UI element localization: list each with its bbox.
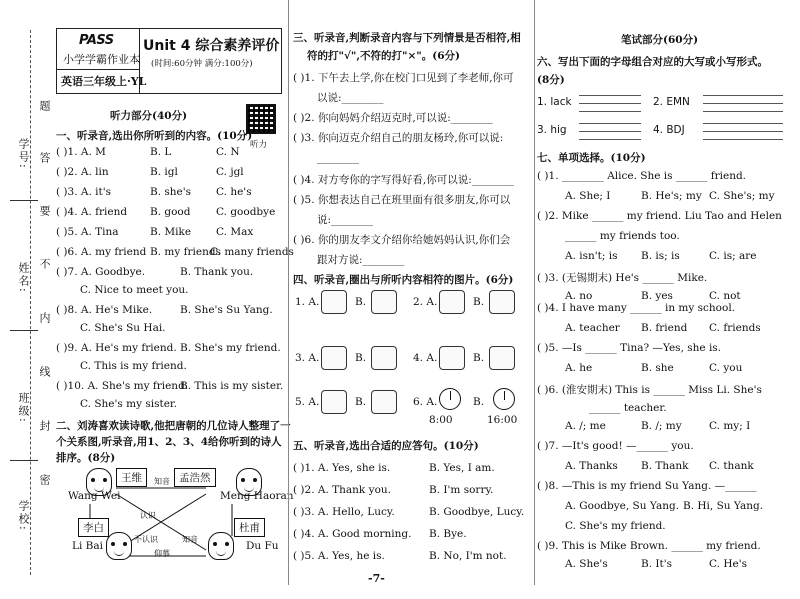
pic-label: B.	[355, 396, 367, 408]
option-c[interactable]: C. She's Su Hai.	[80, 322, 166, 334]
fold-char: 线	[38, 366, 51, 379]
option-c[interactable]: C. not	[709, 290, 741, 302]
option-c[interactable]: C. many friends	[210, 246, 294, 258]
option-b[interactable]: B. good	[150, 206, 191, 218]
question-cont[interactable]: 以说:________	[317, 92, 384, 104]
option-b[interactable]: B. /; my	[641, 420, 682, 432]
option-c[interactable]: C. thank	[709, 460, 754, 472]
fold-char: 要	[38, 205, 51, 218]
option-c[interactable]: C. he's	[216, 186, 252, 198]
option-c[interactable]: C. Max	[216, 226, 254, 238]
option-b[interactable]: B. This is my sister.	[180, 380, 284, 392]
pic-label: 5. A.	[295, 396, 320, 408]
section-2-title: 个关系图,听录音,用1、2、3、4给你听到的诗人	[56, 436, 282, 448]
option-c[interactable]: C. He's	[709, 558, 747, 570]
page-number: -7-	[368, 572, 385, 585]
time-label: 16:00	[487, 414, 518, 426]
option-b[interactable]: B. Goodbye, Lucy.	[429, 506, 525, 518]
option-c[interactable]: C. Nice to meet you.	[80, 284, 189, 296]
letter-item: 4. BDJ	[653, 124, 685, 136]
fold-line	[30, 30, 31, 575]
option-b[interactable]: B. I'm sorry.	[429, 484, 494, 496]
write-line[interactable]	[703, 95, 783, 96]
option-a[interactable]: A. no	[565, 290, 593, 302]
option-a[interactable]: A. /; me	[565, 420, 606, 432]
question-row[interactable]: ( )6. A. my friend	[56, 246, 147, 258]
section-4-title: 四、听录音,圈出与所听内容相符的图片。(6分)	[293, 274, 514, 286]
option-c[interactable]: C. jgl	[216, 166, 244, 178]
option-c[interactable]: C. She's my sister.	[80, 398, 178, 410]
section-6-title: 六、写出下面的字母组合对应的大写或小写形式。	[537, 56, 768, 68]
option-a[interactable]: A. Thanks	[565, 460, 618, 472]
question-row[interactable]: ( )5. A. Yes, he is.	[293, 550, 385, 562]
picture-option-icon[interactable]	[321, 346, 347, 370]
poet-name-en: Du Fu	[246, 540, 279, 552]
letter-item: 1. lack	[537, 96, 572, 108]
fold-char: 密	[38, 474, 51, 487]
fold-char: 题	[38, 100, 51, 113]
picture-option-icon[interactable]	[371, 390, 397, 414]
time-label: 8:00	[429, 414, 453, 426]
question-cont[interactable]: ______ teacher.	[589, 402, 667, 414]
option-b[interactable]: B. Thank you.	[180, 266, 254, 278]
question-row[interactable]: ( )4. I have many ______ in my school.	[537, 302, 736, 314]
question-row[interactable]: ( )3. 你向迈克介绍自己的朋友杨玲,你可以说:	[293, 132, 504, 144]
poet-name-cn: 杜甫	[234, 518, 265, 537]
fold-char: 不	[38, 258, 51, 271]
section-7-title: 七、单项选择。(10分)	[537, 152, 646, 164]
poet-name-en: Meng Haoran	[220, 490, 294, 502]
option-b[interactable]: B. my friends	[150, 246, 221, 258]
option-b[interactable]: B. is; is	[641, 250, 680, 262]
picture-option-icon[interactable]	[371, 346, 397, 370]
picture-option-icon[interactable]	[439, 346, 465, 370]
question-row[interactable]: ( )3. (无锡期末) He's ______ Mike.	[537, 272, 708, 284]
picture-option-icon[interactable]	[489, 346, 515, 370]
pic-label: 4. A.	[413, 352, 438, 364]
question-row[interactable]: ( )1. A. M	[56, 146, 106, 158]
question-row[interactable]: ( )3. A. it's	[56, 186, 111, 198]
question-cont[interactable]: ________	[317, 152, 359, 164]
name-blank[interactable]	[10, 330, 38, 331]
exam-header	[56, 28, 282, 94]
question-row[interactable]: ( )4. A. friend	[56, 206, 128, 218]
question-cont[interactable]: 说:________	[317, 214, 374, 226]
fold-char: 内	[38, 312, 51, 325]
option-c[interactable]: C. goodbye	[216, 206, 276, 218]
question-row[interactable]: ( )4. 对方夸你的字写得好看,你可以说:________	[293, 174, 514, 186]
link-label: 知音	[154, 477, 170, 486]
pic-label: 3. A.	[295, 352, 320, 364]
question-row[interactable]: ( )8. —This is my friend Su Yang. —______	[537, 480, 757, 492]
clock-icon[interactable]	[439, 388, 461, 410]
class-blank[interactable]	[10, 460, 38, 461]
section-5-title: 五、听录音,选出合适的应答句。(10分)	[293, 440, 479, 452]
option-b[interactable]: B. Thank	[641, 460, 689, 472]
option-b[interactable]: B. L	[150, 146, 172, 158]
pic-label: B.	[473, 396, 485, 408]
option-a[interactable]: A. She; I	[565, 190, 611, 202]
option-b[interactable]: B. she's	[150, 186, 192, 198]
question-row[interactable]: ( )5. 你想表达自己在班里面有很多朋友,你可以	[293, 194, 511, 206]
option-b[interactable]: B. friend	[641, 322, 688, 334]
pass-logo: PASS	[79, 33, 114, 48]
option-b[interactable]: B. Yes, I am.	[429, 462, 495, 474]
question-row[interactable]: ( )10. A. She's my friend.	[56, 380, 189, 392]
option-b[interactable]: B. Mike	[150, 226, 192, 238]
pic-label: B.	[355, 352, 367, 364]
class-label: 班级:	[17, 392, 30, 424]
header-divider	[57, 69, 139, 70]
question-row[interactable]: ( )9. A. He's my friend.	[56, 342, 177, 354]
school-label: 学校:	[17, 500, 30, 532]
option-b[interactable]: B. She's my friend.	[180, 342, 281, 354]
poet-name-cn: 王维	[116, 468, 147, 487]
question-cont[interactable]: 跟对方说:________	[317, 254, 405, 266]
qr-label: 听力	[250, 140, 268, 150]
poet-name-en: Wang Wei	[68, 490, 121, 502]
picture-option-icon[interactable]	[371, 290, 397, 314]
listening-title: 听力部分(40分)	[110, 110, 188, 122]
write-line[interactable]	[579, 95, 641, 96]
write-line[interactable]	[703, 139, 783, 140]
number-label: 学号:	[17, 138, 30, 170]
option-b[interactable]: B. Bye.	[429, 528, 467, 540]
question-row[interactable]: ( )6. (淮安期末) This is ______ Miss Li. She's	[537, 384, 762, 396]
question-row[interactable]: ( )1. A. Yes, she is.	[293, 462, 391, 474]
binding-strip	[0, 0, 52, 599]
letter-item: 2. EMN	[653, 96, 690, 108]
poet-name-cn: 李白	[78, 518, 109, 537]
unit-title: Unit 4 综合素养评价	[143, 38, 280, 54]
link-label: 认识	[140, 511, 156, 520]
write-line[interactable]	[579, 139, 641, 140]
link-label: 仰慕	[154, 549, 170, 558]
fold-char: 答	[38, 152, 51, 165]
option-b[interactable]: B. He's; my	[641, 190, 702, 202]
question-row[interactable]: ( )1. 下午去上学,你在校门口见到了李老师,你可	[293, 72, 514, 84]
number-blank[interactable]	[10, 200, 38, 201]
write-line[interactable]	[703, 123, 783, 124]
pic-label: 6. A.	[413, 396, 438, 408]
fold-char: 封	[38, 420, 51, 433]
option-c[interactable]: C. She's; my	[709, 190, 775, 202]
write-line[interactable]	[579, 111, 641, 112]
picture-option-icon[interactable]	[321, 390, 347, 414]
link-label: 不认识	[134, 535, 158, 544]
column-1	[50, 0, 294, 585]
poet-name-cn: 孟浩然	[174, 468, 216, 487]
question-row[interactable]: ( )9. This is Mike Brown. ______ my friend.	[537, 540, 761, 552]
section-2-title: 二、刘涛喜欢读诗歌,他把唐朝的几位诗人整理了一	[56, 420, 291, 432]
question-row[interactable]: ( )7. —It's good! —______ you.	[537, 440, 694, 452]
write-line[interactable]	[579, 103, 641, 104]
poet-name-en: Li Bai	[72, 540, 104, 552]
question-row[interactable]: ( )7. A. Goodbye.	[56, 266, 146, 278]
section-3-title: 符的打"√",不符的打"×"。(6分)	[307, 50, 460, 62]
link-label: 知音	[182, 535, 198, 544]
pic-label: B.	[355, 296, 367, 308]
question-row[interactable]: ( )8. A. He's Mike.	[56, 304, 153, 316]
picture-option-icon[interactable]	[489, 290, 515, 314]
letter-item: 3. hig	[537, 124, 567, 136]
option-c[interactable]: C. my; I	[709, 420, 751, 432]
option-a[interactable]: A. teacher	[565, 322, 620, 334]
option-b[interactable]: B. She's Su Yang.	[180, 304, 273, 316]
book-title: 小学学霸作业本	[63, 53, 140, 66]
question-row[interactable]: ( )2. A. lin	[56, 166, 109, 178]
picture-option-icon[interactable]	[439, 290, 465, 314]
option-c[interactable]: C. is; are	[709, 250, 757, 262]
option-c[interactable]: C. This is my friend.	[80, 360, 187, 372]
question-row[interactable]: ( )6. 你的朋友李文介绍你给她妈妈认识,你们会	[293, 234, 511, 246]
write-line[interactable]	[579, 131, 641, 132]
option-a[interactable]: A. She's	[565, 558, 608, 570]
question-row[interactable]: ( )2. A. Thank you.	[293, 484, 391, 496]
write-line[interactable]	[703, 103, 783, 104]
write-line[interactable]	[703, 111, 783, 112]
column-2	[288, 0, 531, 585]
option-b[interactable]: B. It's	[641, 558, 673, 570]
question-row[interactable]: ( )4. A. Good morning.	[293, 528, 412, 540]
exam-meta: (时间:60分钟 满分:100分)	[151, 59, 253, 69]
poet-face-icon	[208, 532, 234, 560]
section-3-title: 三、听录音,判断录音内容与下列情景是否相符,相	[293, 32, 521, 44]
option-b[interactable]: B. Hi, Su Yang.	[683, 500, 764, 512]
option-a[interactable]: A. isn't; is	[565, 250, 618, 262]
option-c[interactable]: C. She's my friend.	[565, 520, 666, 532]
section-2-title: 排序。(8分)	[56, 452, 116, 464]
name-label: 姓名:	[17, 262, 30, 294]
write-line[interactable]	[579, 123, 641, 124]
pic-label: 2. A.	[413, 296, 438, 308]
column-3	[534, 0, 796, 585]
question-row[interactable]: ( )2. 你向妈妈介绍迈克时,可以说:________	[293, 112, 493, 124]
option-b[interactable]: B. yes	[641, 290, 673, 302]
option-a[interactable]: A. Goodbye, Su Yang.	[565, 500, 680, 512]
clock-icon[interactable]	[493, 388, 515, 410]
option-a[interactable]: A. he	[565, 362, 593, 374]
pic-label: B.	[473, 296, 485, 308]
option-c[interactable]: C. you	[709, 362, 743, 374]
option-b[interactable]: B. she	[641, 362, 674, 374]
poet-face-icon	[106, 532, 132, 560]
option-c[interactable]: C. N	[216, 146, 240, 158]
option-c[interactable]: C. friends	[709, 322, 761, 334]
question-row[interactable]: ( )1. ________ Alice. She is ______ friend.	[537, 170, 747, 182]
question-row[interactable]: ( )2. Mike ______ my friend. Liu Tao and Helen	[537, 210, 782, 222]
edition-label: 英语三年级上·YL	[61, 75, 147, 88]
question-row[interactable]: ( )5. A. Tina	[56, 226, 119, 238]
writing-title: 笔试部分(60分)	[621, 34, 699, 46]
section-6-title: (8分)	[537, 74, 565, 86]
section-1-title: 一、听录音,选出你所听到的内容。(10分)	[56, 130, 253, 142]
picture-option-icon[interactable]	[321, 290, 347, 314]
option-b[interactable]: B. No, I'm not.	[429, 550, 507, 562]
option-b[interactable]: B. igl	[150, 166, 178, 178]
question-cont[interactable]: ______ my friends too.	[565, 230, 680, 242]
question-row[interactable]: ( )3. A. Hello, Lucy.	[293, 506, 395, 518]
write-line[interactable]	[703, 131, 783, 132]
pic-label: B.	[473, 352, 485, 364]
pic-label: 1. A.	[295, 296, 320, 308]
question-row[interactable]: ( )5. —Is ______ Tina? —Yes, she is.	[537, 342, 722, 354]
